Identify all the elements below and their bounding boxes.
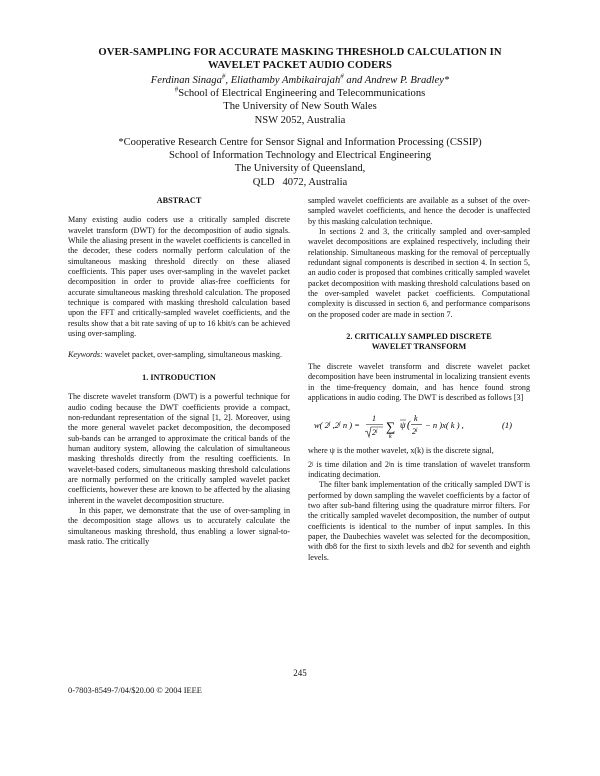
author-2: , Eliathamby Ambikairajah xyxy=(225,75,341,86)
affiliation-2-line-1: *Cooperative Research Centre for Sensor Signal and Information Processing (CSSIP) xyxy=(118,137,482,148)
sum-symbol: ∑ xyxy=(386,419,396,435)
eq-frac-numerator: k xyxy=(414,414,418,424)
intro-sections-overview: In sections 2 and 3, the critically sampled and over-sampled wavelet decompositions are explained respectively, including their relationship. Simultaneous masking for the removal of perceptually redundant signal components is described in section 4. In section 5, an audio coder is proposed that combines critically sampled wavelet packet decomposition with masking threshold calculations based on the over-sampled wavelet packet coefficients. Computational complexity is discussed in section 6, and performance comparisons on the proposed coder are made in section 7. xyxy=(308,227,530,319)
affiliation-1-line-2: The University of New South Wales xyxy=(223,101,377,113)
equation-1 xyxy=(308,407,530,443)
left-column xyxy=(68,196,290,547)
eq-lhs: w( 2 xyxy=(314,420,329,431)
eq-frac-denominator: 2 xyxy=(412,427,416,437)
keywords xyxy=(68,350,290,360)
title-line-1: OVER-SAMPLING FOR ACCURATE MASKING THRESHOLD CALCULATION IN xyxy=(98,47,502,58)
section-1-paragraph-2: In this paper, we demonstrate that the use of over-sampling in the decomposition stage allows us to accurately calculate the simultaneous masking threshold, thus enabling a lower signal-to-mask ratio. The critically xyxy=(68,505,290,546)
page-number: 245 xyxy=(293,668,307,678)
section-2-heading xyxy=(308,332,530,353)
section-1-heading: 1. INTRODUCTION xyxy=(142,372,216,382)
author-names xyxy=(60,74,540,87)
affiliation-2-line-2: School of Information Technology and Electrical Engineering xyxy=(168,150,432,162)
paper-title xyxy=(60,46,540,72)
keywords-text: wavelet packet, over-sampling, simultaneous masking. xyxy=(102,350,282,360)
right-column xyxy=(308,196,530,563)
eq-denominator: 2 xyxy=(372,428,376,438)
copyright-footer: 0-7803-8549-7/04/$20.00 © 2004 IEEE xyxy=(68,686,202,695)
author-1: Ferdinan Sinaga xyxy=(150,75,222,86)
eq-psi: ψ xyxy=(400,420,406,431)
affiliation-1-line-1 xyxy=(60,87,540,100)
affiliation-1-school: School of Electrical Engineering and Telecommunications xyxy=(178,88,426,100)
abstract-heading: ABSTRACT xyxy=(156,196,202,205)
author-1-mark: # xyxy=(221,72,226,81)
affiliation-2 xyxy=(60,136,540,189)
equation-where-2: 2ʲ is time dilation and 2ʲn is time translation of wavelet transform indicating decimation. xyxy=(308,459,530,479)
eq-tail: − n )x( k ) , xyxy=(425,420,464,431)
author-3: and Andrew P. Bradley* xyxy=(343,75,450,86)
eq-label: (1) xyxy=(502,420,512,431)
eq-numerator: 1 xyxy=(372,414,376,424)
section-2-heading-line-1: 2. CRITICALLY SAMPLED DISCRETE xyxy=(346,332,492,342)
svg-text:(: ( xyxy=(407,420,411,432)
section-1-paragraph-1: The discrete wavelet transform (DWT) is a powerful technique for audio coding because the DWT coefficients provide a compact, non-redundant representation of the signal [1, 2]. Moreover, using the more general wavelet packet decomposition, the decomposed sub-bands can be arranged to approximate the critical bands of the human auditory system, allowing the calculation of simultaneous masking thresholds directly from the resulting coefficients. In wavelet-based coders, simultaneous masking threshold calculations are normally performed on the critically sampled wavelet packet coefficients, however these are known to be affected by the aliasing inherent in the wavelet decomposition structure. xyxy=(68,392,290,505)
affiliation-2-line-4: QLD 4072, Australia xyxy=(252,176,348,188)
author-2-mark: # xyxy=(340,72,344,81)
section-2-paragraph-2: The filter bank implementation of the critically sampled DWT is performed by down sampling the wavelet coefficients by a factor of two after sub-band filtering using the quadrature mirror filters. For the critically sampled wavelet decomposition, the number of output coefficients is identical to the number of input samples. In this paper, the Daubechies wavelet was selected for the decomposition, with db8 for the first to sixth levels and db2 for seventh and eighth levels. xyxy=(308,480,530,562)
keywords-label: Keywords: xyxy=(68,350,103,360)
svg-text:w( 2j ,2j n ) =: w( 2$^j$ ,2$^j$ n ) = xyxy=(314,420,360,431)
affiliation-2-line-3: The University of Queensland, xyxy=(234,163,366,175)
eq-sum-index: k xyxy=(389,434,392,441)
affiliation-1-mark: # xyxy=(174,85,179,94)
intro-continued: sampled wavelet coefficients are available as a subset of the over-sampled wavelet coefficients, and hence the decoder is unaffected by this masking calculation technique. xyxy=(308,196,530,226)
svg-text:2j: 2$^j$ xyxy=(412,427,418,437)
abstract-text: Many existing audio coders use a critically sampled discrete wavelet transform (DWT) for the decomposition of audio signals. While the aliasing present in the wavelet coefficients is cancelled in the decoder, these coders normally perform calculation of the simultaneous masking threshold directly on these aliased coefficients. This paper uses over-sampling in the wavelet packet decomposition in order to provide alias-free coefficients for accurate simultaneous masking threshold calculation. The proposed technique is compared with masking threshold calculation based upon the FFT and critically-sampled wavelet coefficients, and the results show that a bit rate saving of up to 16 kbit/s can be achieved using over-sampling. xyxy=(68,215,290,339)
svg-text:2j: 2$^j$ xyxy=(372,428,378,438)
author-block xyxy=(60,74,540,127)
section-2-heading-line-2: WAVELET TRANSFORM xyxy=(371,342,467,352)
title-line-2: WAVELET PACKET AUDIO CODERS xyxy=(207,60,393,71)
affiliation-1-line-3: NSW 2052, Australia xyxy=(254,114,346,126)
section-2-paragraph-1: The discrete wavelet transform and discrete wavelet packet decomposition have been instrumental in localizing transient events in the time-frequency domain, and has hence found strong applications in audio coding. The DWT is described as follows [3] xyxy=(308,361,530,402)
equation-where-1: where ψ is the mother wavelet, x(k) is the discrete signal, xyxy=(308,446,494,456)
equation-1-graphic xyxy=(308,407,530,443)
